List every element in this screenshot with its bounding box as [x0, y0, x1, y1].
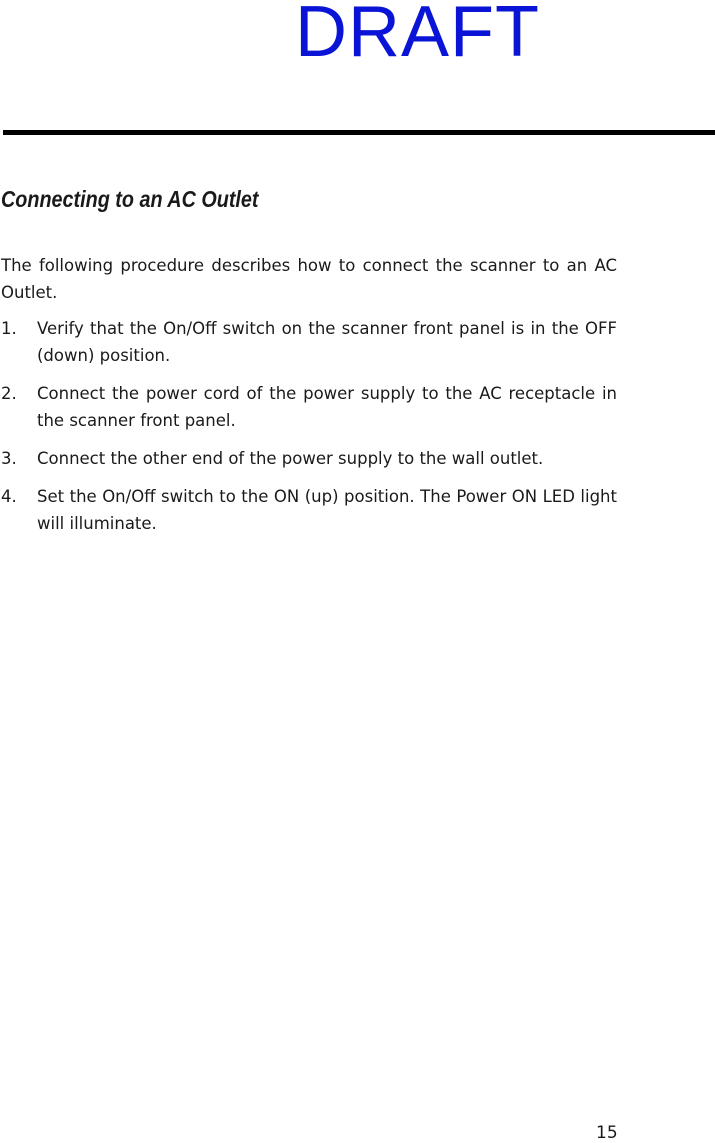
step-number: 1. — [1, 319, 17, 338]
section-heading: Connecting to an AC Outlet — [1, 186, 259, 212]
page-number: 15 — [596, 1123, 618, 1143]
step-number: 4. — [1, 487, 17, 506]
step-text: Connect the other end of the power supply to the wall outlet. — [37, 449, 544, 468]
header-rule — [3, 130, 715, 135]
step-text: Connect the power cord of the power supply to the AC receptacle in the scanner front panel. — [37, 384, 617, 430]
step-text: Verify that the On/Off switch on the scanner front panel is in the OFF (down) position. — [37, 319, 617, 365]
step-item — [1, 380, 617, 434]
intro-paragraph: The following procedure describes how to connect the scanner to an AC Outlet. — [1, 256, 617, 302]
step-item — [1, 315, 617, 369]
procedure-steps — [1, 315, 617, 537]
step-item — [1, 483, 617, 537]
step-number: 3. — [1, 449, 17, 468]
draft-watermark: DRAFT — [295, 0, 540, 72]
step-number: 2. — [1, 384, 17, 403]
step-item — [1, 445, 617, 472]
step-text: Set the On/Off switch to the ON (up) position. The Power ON LED light will illuminate. — [37, 487, 617, 533]
